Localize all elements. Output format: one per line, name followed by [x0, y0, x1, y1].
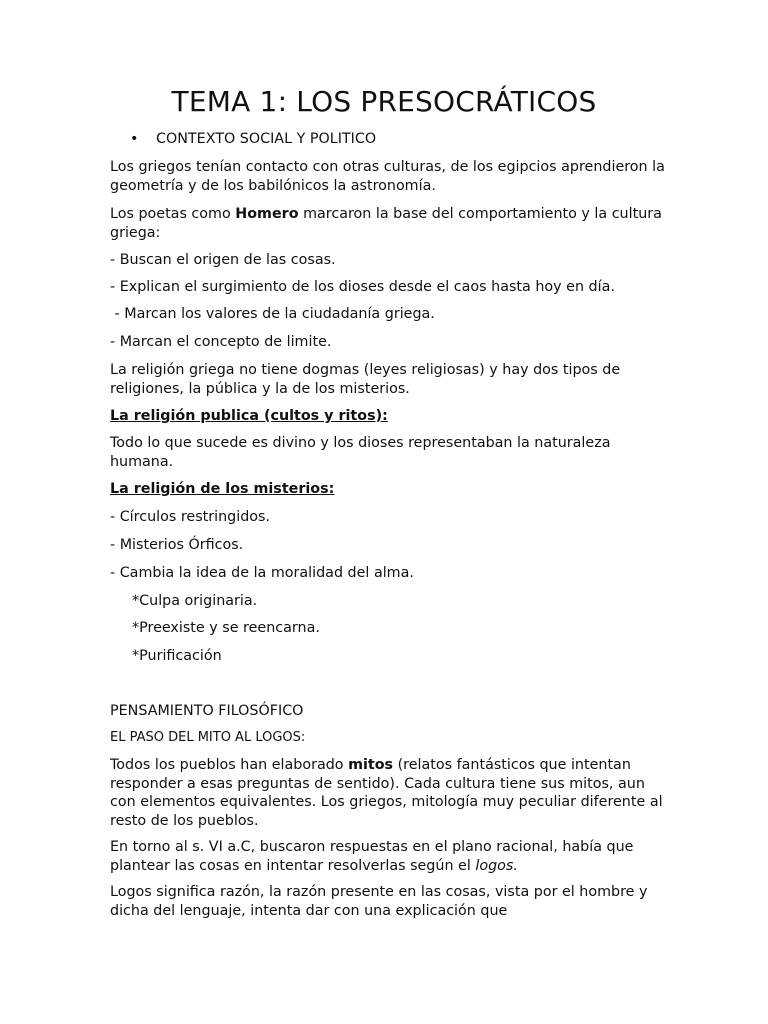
paragraph-religion: La religión griega no tiene dogmas (leyes religiosas) y hay dos tipos de religiones, la pública y la de los misterios. — [110, 362, 621, 397]
bullet-dot-icon: • — [130, 131, 139, 147]
paragraph-poetas — [110, 205, 670, 242]
subsection-heading: EL PASO DEL MITO AL LOGOS: — [110, 730, 306, 745]
text-span: marcaron la base del comportamiento y la cultura griega: — [110, 206, 662, 241]
italic-logos: logos. — [475, 857, 518, 874]
bold-mitos: mitos — [348, 757, 394, 773]
bullet-text: CONTEXTO SOCIAL Y POLITICO — [156, 131, 377, 147]
paragraph-culturas: Los griegos tenían contacto con otras culturas, de los egipcios aprendieron la geometría y de los babilónicos la astronomía. — [110, 159, 665, 194]
list-item: - Explican el surgimiento de los dioses desde el caos hasta hoy en día. — [110, 279, 615, 295]
sub-list-item: *Culpa originaria. — [132, 593, 258, 609]
list-item: - Marcan el concepto de limite. — [110, 334, 332, 350]
sub-list-item: *Purificación — [132, 648, 222, 664]
text-span: (relatos fantásticos que intentan responder a esas preguntas de sentido). Cada cultura tiene sus mitos, aun con elementos equivalentes. Los griegos, mitología muy peculiar diferente al resto de los pueblos. — [110, 757, 663, 829]
bullet-item — [130, 129, 376, 149]
paragraph-razon: Logos significa razón, la razón presente en las cosas, vista por el hombre y dicha del lenguaje, intenta dar con una explicación que — [110, 884, 648, 919]
bold-homero: Homero — [235, 206, 299, 222]
text-span: Los poetas como — [110, 206, 236, 222]
page-title: TEMA 1: LOS PRESOCRÁTICOS — [171, 85, 597, 118]
list-item: - Marcan los valores de la ciudadanía griega. — [110, 306, 435, 322]
list-item: - Buscan el origen de las cosas. — [110, 252, 336, 268]
heading-religion-publica: La religión publica (cultos y ritos): — [110, 408, 388, 424]
section-heading: PENSAMIENTO FILOSÓFICO — [110, 703, 304, 719]
list-item: - Cambia la idea de la moralidad del alma. — [110, 565, 414, 581]
paragraph-logos — [110, 838, 670, 875]
paragraph-divino: Todo lo que sucede es divino y los dioses representaban la naturaleza humana. — [110, 435, 611, 470]
sub-list-item: *Preexiste y se reencarna. — [132, 620, 320, 636]
paragraph-mitos — [110, 756, 670, 830]
list-item: - Misterios Órficos. — [110, 537, 244, 553]
heading-religion-misterios: La religión de los misterios: — [110, 481, 335, 497]
text-span: Todos los pueblos han elaborado — [110, 757, 349, 773]
list-item: - Círculos restringidos. — [110, 509, 271, 525]
text-span: En torno al s. VI a.C, buscaron respuestas en el plano racional, había que plantear las cosas en intentar resolverlas según el — [110, 839, 634, 874]
